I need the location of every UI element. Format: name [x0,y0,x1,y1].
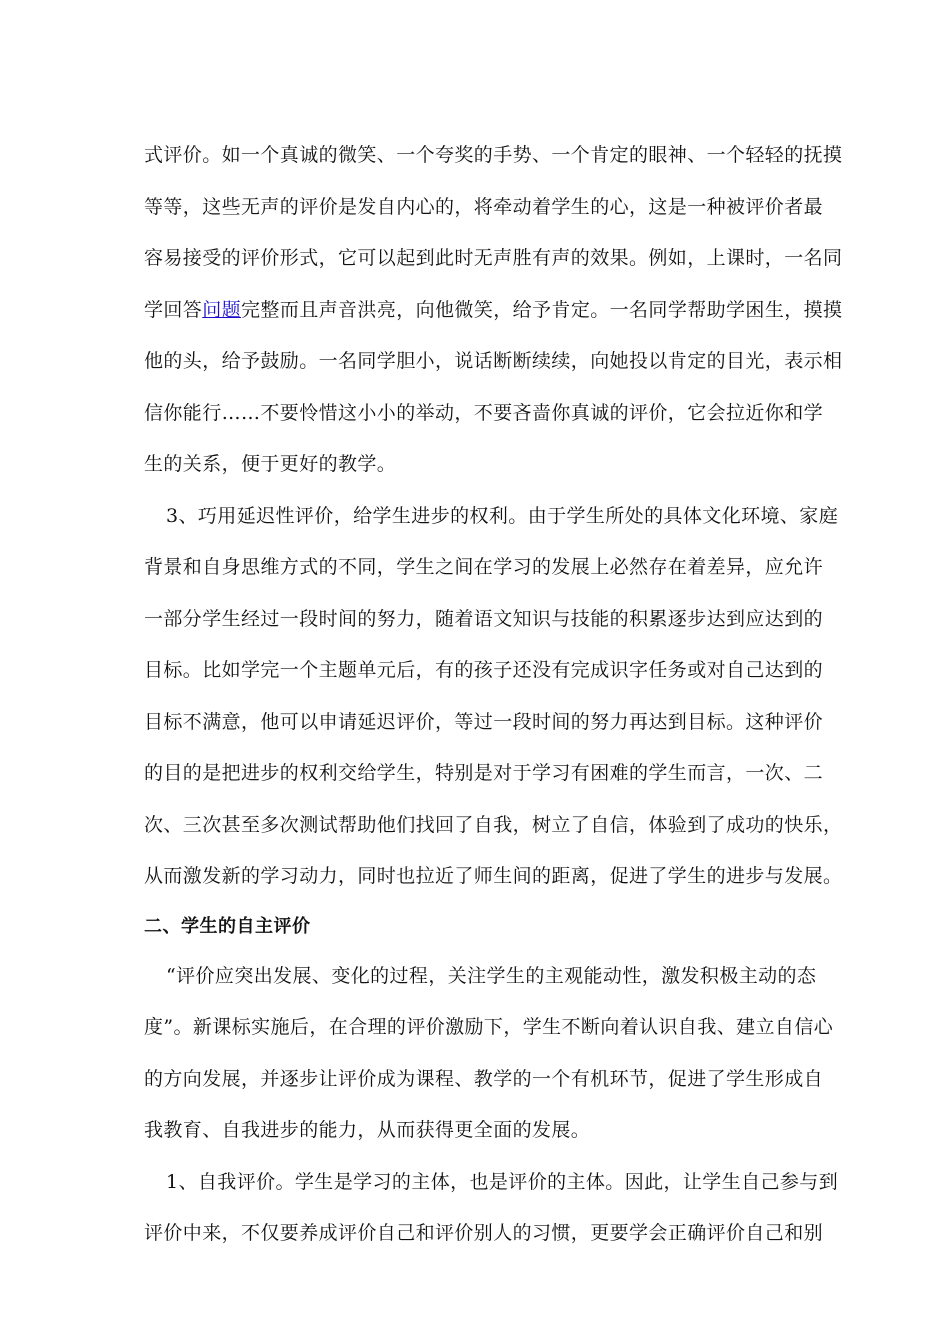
paragraph-line: 生的关系，便于更好的教学。 [144,453,397,475]
paragraph-line: 容易接受的评价形式，它可以起到此时无声胜有声的效果。例如，上课时，一名同 [144,247,843,269]
paragraph-line: 的目的是把进步的权利交给学生，特别是对于学习有困难的学生而言，一次、二 [144,762,824,784]
paragraph-line: 的方向发展，并逐步让评价成为课程、教学的一个有机环节，促进了学生形成自 [144,1067,824,1090]
paragraph-line: “评价应突出发展、变化的过程，关注学生的主观能动性，激发积极主动的态 [166,964,817,987]
paragraph-line: 等等，这些无声的评价是发自内心的，将牵动着学生的心，这是一种被评价者最 [144,195,824,218]
document-body [144,130,843,1260]
paragraph-line: 评价中来，不仅要养成评价自己和评价别人的习惯，更要学会正确评价自己和别 [144,1222,824,1244]
paragraph-line: 目标不满意，他可以申请延迟评价，等过一段时间的努力再达到目标。这种评价 [144,710,824,733]
paragraph-line: 3、巧用延迟性评价，给学生进步的权利。由于学生所处的具体文化环境、家庭 [166,504,839,527]
paragraph-line: 背景和自身思维方式的不同，学生之间在学习的发展上必然存在着差异，应允许 [144,556,824,578]
question-link[interactable]: 问题 [202,298,242,321]
paragraph-line: 他的头，给予鼓励。一名同学胆小，说话断断续续，向她投以肯定的目光，表示相 [144,350,843,372]
paragraph-line: 式评价。如一个真诚的微笑、一个夸奖的手势、一个肯定的眼神、一个轻轻的抚摸 [144,144,843,166]
paragraph-line: 目标。比如学完一个主题单元后，有的孩子还没有完成识字任务或对自己达到的 [144,659,824,681]
paragraph-line: 度”。新课标实施后，在合理的评价激励下，学生不断向着认识自我、建立自信心 [144,1016,834,1038]
text-fragment: 完整而且声音洪亮，向他微笑，给予肯定。一名同学帮助学困生，摸摸 [241,298,843,321]
section-heading: 二、学生的自主评价 [144,915,311,937]
paragraph-line: 次、三次甚至多次测试帮助他们找回了自我，树立了自信，体验到了成功的快乐， [144,813,843,836]
paragraph-line: 一部分学生经过一段时间的努力，随着语文知识与技能的积累逐步达到应达到的 [144,607,824,630]
paragraph-line: 信你能行……不要怜惜这小小的举动，不要吝啬你真诚的评价，它会拉近你和学 [144,401,824,424]
paragraph-line-with-link [144,285,843,337]
text-fragment: 学回答 [144,298,203,321]
paragraph-line: 我教育、自我进步的能力，从而获得更全面的发展。 [144,1119,591,1141]
paragraph-line: 从而激发新的学习动力，同时也拉近了师生间的距离，促进了学生的进步与发展。 [144,865,843,887]
paragraph-line: 1、自我评价。学生是学习的主体，也是评价的主体。因此，让学生自己参与到 [166,1170,839,1193]
